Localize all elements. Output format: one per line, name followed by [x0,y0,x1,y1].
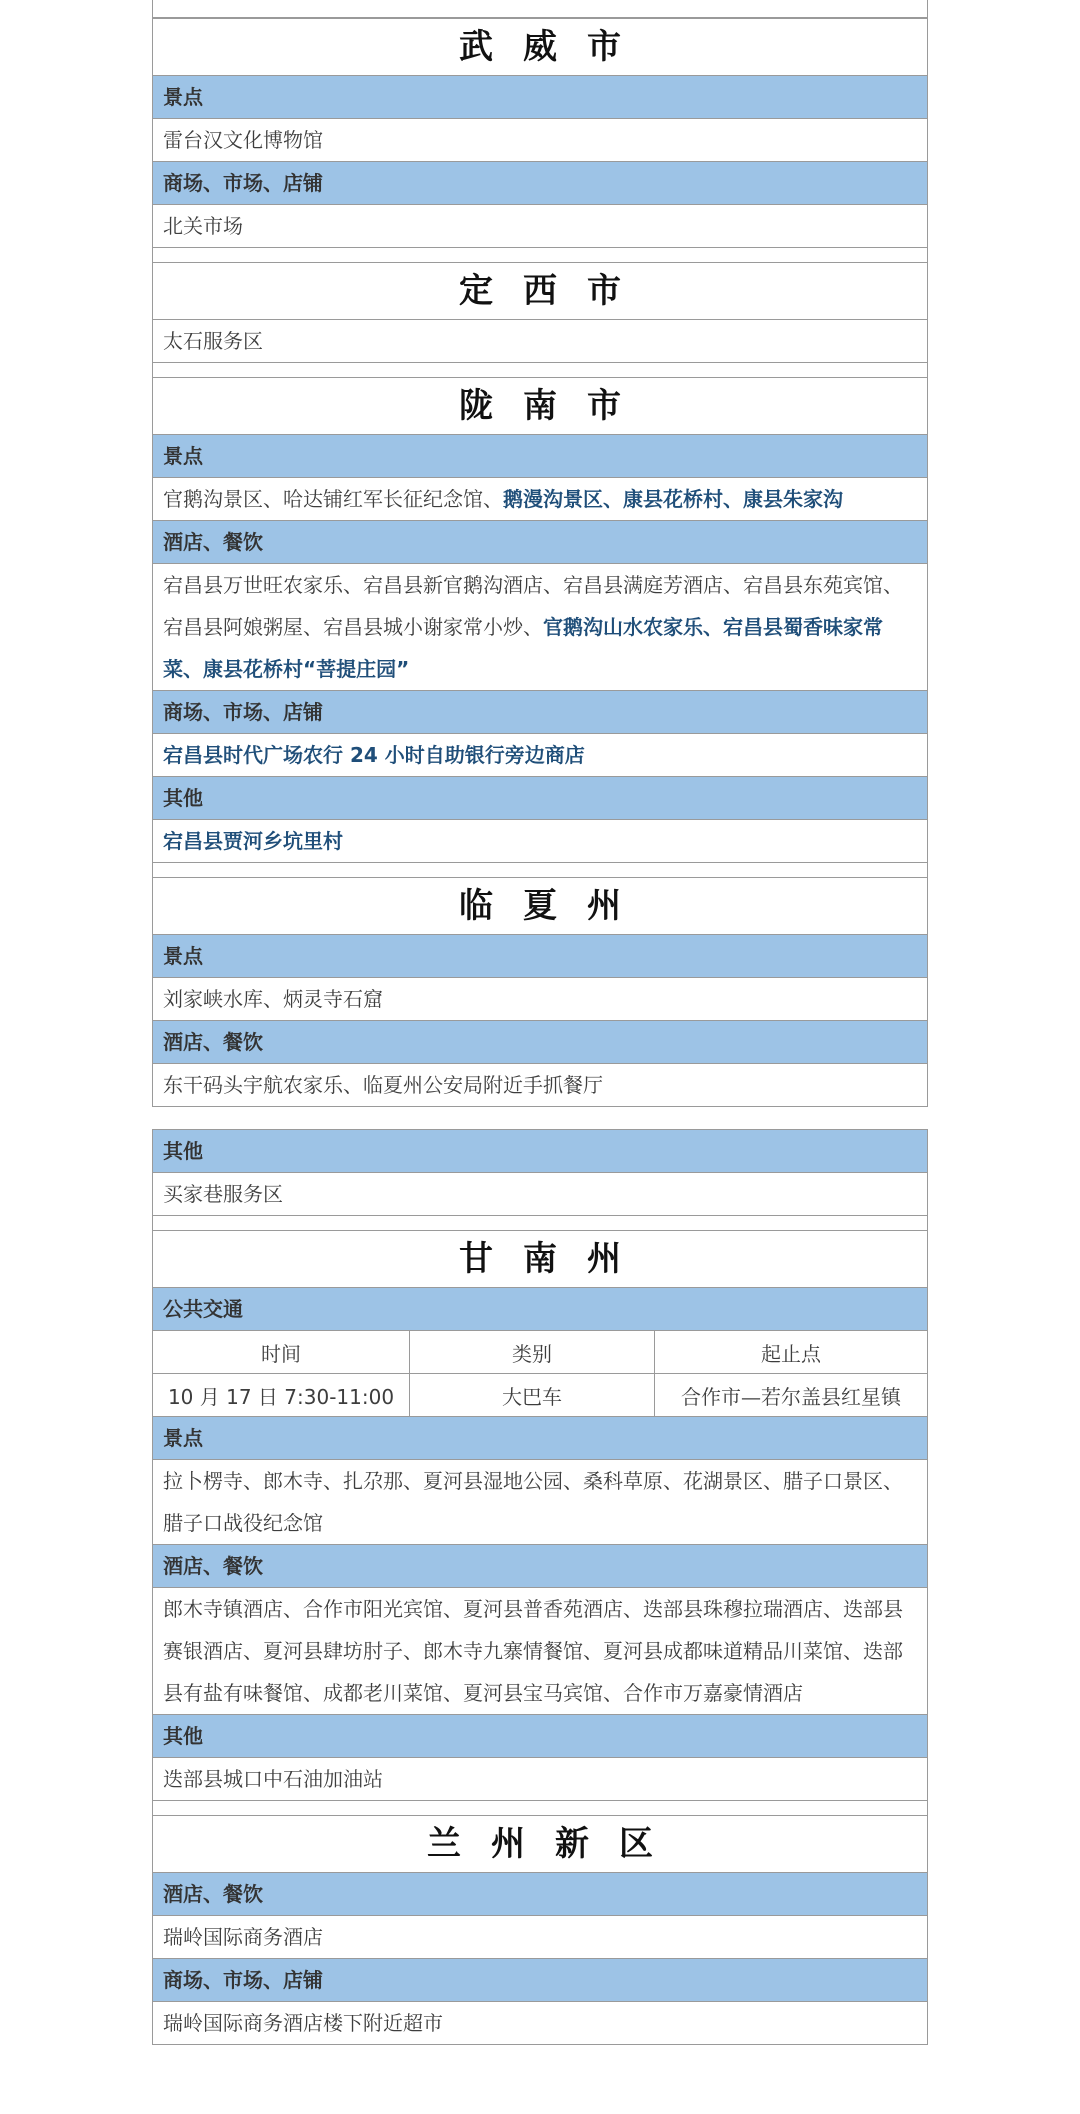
city-title: 兰州新区 [153,1815,927,1872]
section-header: 酒店、餐饮 [153,1020,927,1063]
highlight-text: 官鹅沟山水农家乐、宕昌县蜀香味家常菜、康县花桥村“菩提庄园” [163,615,883,681]
section-content: 买家巷服务区 [153,1172,927,1215]
table-row [153,1374,927,1417]
city-block-dingxi [152,262,928,363]
section-content: 瑞岭国际商务酒店楼下附近超市 [153,2001,927,2044]
section-content: 宕昌县贾河乡坑里村 [153,819,927,862]
section-content: 太石服务区 [153,319,927,362]
plain-text: 官鹅沟景区、哈达铺红军长征纪念馆、 [163,487,503,511]
section-content: 北关市场 [153,204,927,247]
section-header: 酒店、餐饮 [153,1872,927,1915]
divider [152,863,928,877]
table-cell: 合作市—若尔盖县红星镇 [655,1374,928,1417]
divider [152,248,928,262]
section-header: 其他 [153,1130,927,1172]
section-content: 宕昌县时代广场农行 24 小时自助银行旁边商店 [153,733,927,776]
city-block-wuwei [152,18,928,248]
section-content: 迭部县城口中石油加油站 [153,1757,927,1800]
section-header: 其他 [153,1714,927,1757]
table-header: 起止点 [655,1331,928,1374]
city-title: 定西市 [153,262,927,319]
highlight-text: 鹅漫沟景区、康县花桥村、康县朱家沟 [503,487,843,511]
section-content: 郎木寺镇酒店、合作市阳光宾馆、夏河县普香苑酒店、迭部县珠穆拉瑞酒店、迭部县赛银酒店、夏河县肆坊肘子、郎木寺九寨情餐馆、夏河县成都味道精品川菜馆、迭部县有盐有味餐馆、成都老川菜馆、夏河县宝马宾馆、合作市万嘉豪情酒店 [153,1587,927,1714]
city-block-gannan [152,1230,928,1801]
section-header: 景点 [153,934,927,977]
document [152,0,928,2045]
page-edge [152,0,928,18]
section-header: 景点 [153,434,927,477]
section-content: 拉卜楞寺、郎木寺、扎尕那、夏河县湿地公园、桑科草原、花湖景区、腊子口景区、腊子口战役纪念馆 [153,1459,927,1544]
section-header: 景点 [153,1416,927,1459]
section-header: 景点 [153,75,927,118]
table-cell: 大巴车 [410,1374,655,1417]
city-title: 陇南市 [153,377,927,434]
city-title: 甘南州 [153,1230,927,1287]
table-header: 时间 [153,1331,410,1374]
table-cell: 10 月 17 日 7:30-11:00 [153,1374,410,1417]
section-content: 瑞岭国际商务酒店 [153,1915,927,1958]
section-content: 东干码头宇航农家乐、临夏州公安局附近手抓餐厅 [153,1063,927,1106]
city-block-linxia [152,877,928,1107]
section-content [153,563,927,690]
section-header: 其他 [153,776,927,819]
divider [152,1216,928,1230]
divider [152,1801,928,1815]
section-content: 雷台汉文化博物馆 [153,118,927,161]
section-content: 刘家峡水库、炳灵寺石窟 [153,977,927,1020]
plain-text: 宕昌县万世旺农家乐、宕昌县新官鹅沟酒店、宕昌县满庭芳酒店、宕昌县东苑宾馆、宕昌县阿娘粥屋、宕昌县城小谢家常小炒、 [163,573,903,639]
table-header: 类别 [410,1331,655,1374]
section-header: 酒店、餐饮 [153,520,927,563]
section-header: 商场、市场、店铺 [153,1958,927,2001]
section-header: 商场、市场、店铺 [153,161,927,204]
transport-table [153,1330,927,1416]
section-header: 公共交通 [153,1287,927,1330]
city-block-longnan [152,377,928,863]
section-header: 酒店、餐饮 [153,1544,927,1587]
table-header-row [153,1331,927,1374]
divider [152,363,928,377]
section-content [153,477,927,520]
section-header: 商场、市场、店铺 [153,690,927,733]
page-break [152,1107,928,1129]
city-title: 武威市 [153,18,927,75]
city-block-lanzhou-new [152,1815,928,2045]
city-block-linxia-cont [152,1129,928,1216]
city-title: 临夏州 [153,877,927,934]
